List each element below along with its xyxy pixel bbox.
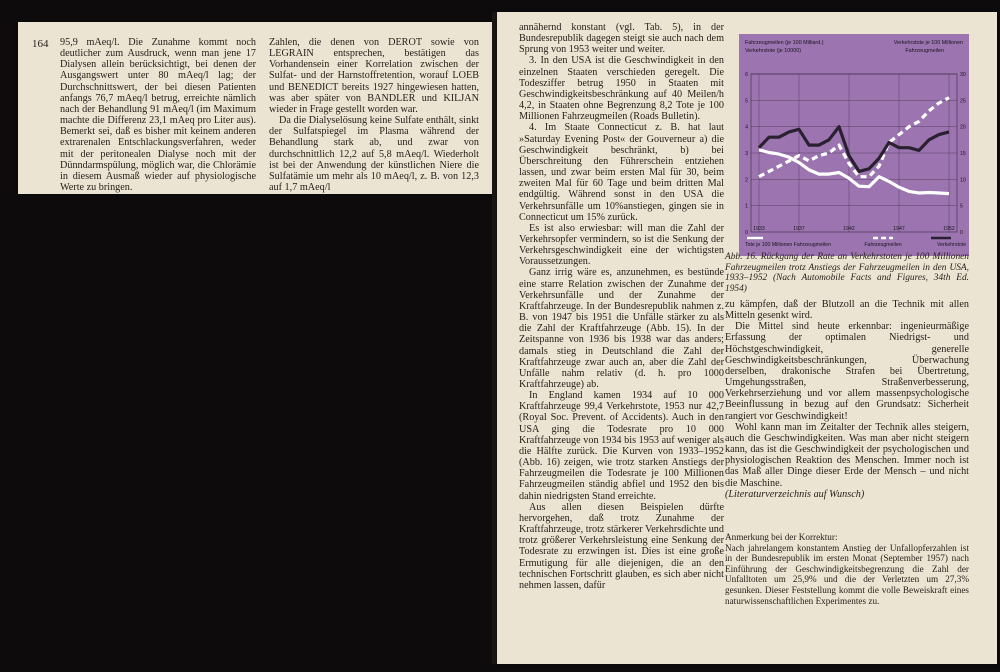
left-tick-label: 3 (745, 151, 748, 157)
note-title: Anmerkung bei der Korrektur: (725, 532, 838, 542)
paragraph: Zahlen, die denen von DEROT sowie von LEGRAIN entsprechen, bestätigen das Vorhandensein einer Korrelation zwischen der Sulfat- und der Harnstoffretention, worauf LOEB und BENEDICT bereits 1927 hingewiesen hatten, was aber später von BANDLER und KILJAN wieder in Frage gestellt worden war. (269, 37, 479, 115)
left-tick-label: 0 (745, 230, 748, 236)
legend-label: Fahrzeugmeilen (864, 242, 902, 248)
left-axis-title: Fahrzeugmeilen (je 100 Milliard.) (745, 40, 824, 46)
right-page (497, 12, 997, 664)
paragraph: Ganz irrig wäre es, anzunehmen, es bestünde eine starre Relation zwischen der Zunahme der Verkehrsunfälle und der Zunahme der Kraftfahrzeuge. In der Bundesrepublik nahmen z. B. von 1947 bis 1951 die Unfälle stärker zu als die Zahl der Kraftfahrzeuge (Abb. 15). In der Zeitspanne von 1936 bis 1938 war das anders; damals stieg in Deutschland die Zahl der Kraftfahrzeuge zwar auch an, aber die Zahl der Unfälle nahm relativ (d. h. pro 1000 Kraftfahrzeuge) ab. (519, 267, 724, 390)
legend-label: Tote je 100 Millionen Fahrzeugmeilen (745, 242, 831, 248)
paragraph: Aus allen diesen Beispielen dürfte hervorgehen, daß trotz Zunahme der Kraftfahrzeuge, trotz stärkerer Verkehrsdichte und trotz größerer Verkehrsleistung eine Senkung der Todesrate zu erzwingen ist. Dies ist eine große Ermutigung für alle diejenigen, die an den technischen Fortschritt glauben, es sich aber nicht nehmen lassen, dafür (519, 501, 724, 591)
paragraph: Die Mittel sind heute erkennbar: ingenieurmäßige Erfassung der optimalen Niedrigst- und Höchstgeschwindigkeit, generelle Geschwindigkeitsbeschränkungen, Überwachung derselben, drakonische Strafen bei Übertretung, Umgehungsstraßen, Straßenverbesserung, Verkehrserziehung und vor allem massenpsychologische Beeinflussung in bezug auf den Grundsatz: Sicherheit rangiert vor Geschwindigkeit! (725, 321, 969, 422)
paragraph: annähernd konstant (vgl. Tab. 5), in der Bundesrepublik dagegen steigt sie auch nach dem Sprung von 1953 weiter und weiter. (519, 22, 724, 56)
right-column-1 (519, 22, 724, 591)
paragraph: 95,9 mAeq/l. Die Zunahme kommt noch deutlicher zum Ausdruck, wenn man jene 17 Dialysen allein berücksichtigt, bei denen der Ausgangswert unter 80 mAeq/l lag; der Durchschnittswert, der bei diesen Patienten anfangs 76,7 mAeq/l betrug, erreichte nämlich nach der Behandlung 91 mAeq/l (im Maximum machte die Differenz 23,1 mAeq pro Liter aus). Bemerkt sei, daß es bisher mit keinem anderen extrarenalen Entschlackungsverfahren, weder mit der peritonealen Dialyse noch mit der Dünndarmspülung, möglich war, die Chlorämie in diesem Ausmaß wieder auf physiologische Werte zu bringen. (60, 37, 256, 194)
left-axis-subtitle: Verkehrstote (je 10000) (745, 48, 802, 54)
paragraph: Es ist also erwiesbar: will man die Zahl der Verkehrsopfer vermindern, so ist die Senkung der Verkehrsgeschwindigkeit eine der wichtigsten Voraussetzungen. (519, 222, 724, 268)
correction-note (725, 532, 969, 606)
note-text: Nach jahrelangem konstantem Anstieg der Unfallopferzahlen ist in der Bundesrepublik im ersten Monat (September 1957) nach Einführung der Geschwindigkeitsbegrenzung die Zahl der Unfalltoten um 25,9% und die der Verletzten um 27,3% gesunken. Dieser Feststellung kommt die volle Beweiskraft eines naturwissenschaftlichen Experimentes zu. (725, 542, 969, 606)
left-column-1 (60, 37, 256, 193)
right-tick-label: 10 (960, 177, 966, 184)
paragraph: 4. Im Staate Connecticut z. B. hat laut »Saturday Evening Post« der Gouverneur a) die Geschwindigkeit beschränkt, b) bei Überschreitung den Führerschein entziehen lassen, und zwar beim ersten Mal für 30, beim zweiten Mal für 60 Tage und beim dritten Mal endgültig. Während sonst in den USA die Verkehrsunfälle um 10%anstiegen, gingen sie in Connecticut um 15% zurück. (519, 122, 724, 223)
left-tick-label: 6 (745, 72, 748, 78)
legend-label: Verkehrstote (937, 242, 967, 248)
right-column-2 (725, 299, 969, 500)
left-page-fragment (18, 22, 492, 194)
chart-background (739, 34, 969, 256)
left-tick-label: 1 (745, 203, 748, 210)
right-tick-label: 0 (960, 230, 963, 236)
x-tick-label: 1952 (943, 226, 955, 232)
left-tick-label: 5 (745, 98, 748, 105)
right-tick-label: 20 (960, 124, 966, 131)
x-tick-label: 1937 (793, 226, 805, 232)
x-tick-label: 1947 (893, 226, 905, 232)
right-tick-label: 25 (960, 98, 966, 105)
left-tick-label: 4 (745, 124, 748, 131)
paragraph: zu kämpfen, daß der Blutzoll an die Technik mit allen Mitteln gesenkt wird. (725, 299, 969, 322)
x-tick-label: 1942 (843, 226, 855, 232)
x-tick-label: 1933 (753, 226, 765, 232)
figure-caption: Abb. 16. Rückgang der Rate an Verkehrstoten je 100 Millionen Fahrzeugmeilen trotz Anstiegs der Fahrzeugmeilen in den USA, 1933–1952 (Nach Automobile Facts and Figures, 34th Ed. 1954) (725, 252, 969, 294)
right-tick-label: 30 (960, 72, 966, 78)
paragraph: 3. In den USA ist die Geschwindigkeit in den einzelnen Staaten verschieden geregelt. Die Todesziffer betrug 1950 in Staaten mit Geschwindigkeitsbeschränkung auf 40 Meilen/h 4,2, in Staaten ohne Begrenzung 8,2 Tote je 100 Millionen Fahrzeugmeilen (Roads Bulletin). (519, 55, 724, 123)
right-tick-label: 5 (960, 203, 963, 210)
paragraph: Da die Dialyselösung keine Sulfate enthält, sinkt der Sulfatspiegel im Plasma während der Behandlung stark ab, und zwar von durchschnittlich 12,2 auf 5,8 mAeq/l. Wiederholt ist bei der Anwendung der künstlichen Niere die Sulfatämie um mehr als 10 mAeq/l, z. B. von 12,3 auf 1,7 mAeq/l (269, 115, 479, 194)
paragraph: Wohl kann man im Zeitalter der Technik alles steigern, auch die Geschwindigkeiten. Was man aber nicht steigern kann, das ist die Geschwindigkeit der psychologischen und physiologischen Reaktion des Menschen. Immer noch ist das Maß aller Dinge dieser Erde der Mensch – und nicht die Maschine. (725, 421, 969, 489)
traffic-fatality-chart (739, 34, 969, 256)
right-axis-subtitle: Fahrzeugmeilen (905, 48, 944, 54)
page-number: 164 (32, 38, 49, 50)
left-column-2 (269, 37, 479, 193)
literature-reference: (Literaturverzeichnis auf Wunsch) (725, 488, 865, 500)
paragraph: In England kamen 1934 auf 10 000 Kraftfahrzeuge 99,4 Verkehrstote, 1953 nur 42,7 (Royal Soc. Prevent. of Accidents). Auch in den USA ging die Todesrate pro 10 000 Kraftfahrzeuge von 1934 bis 1953 auf weniger als die Hälfte zurück. Die Kurven von 1933–1952 (Abb. 16) zeigen, wie trotz starken Anstiegs der Fahrzeugmeilen die Todesrate je 100 Millionen Fahrzeugmeilen ständig abfiel und 1952 den bis dahin niedrigsten Stand erreichte. (519, 390, 724, 502)
left-tick-label: 2 (745, 177, 748, 184)
right-tick-label: 15 (960, 151, 966, 157)
right-axis-title: Verkehrstote je 100 Millionen (893, 40, 963, 46)
